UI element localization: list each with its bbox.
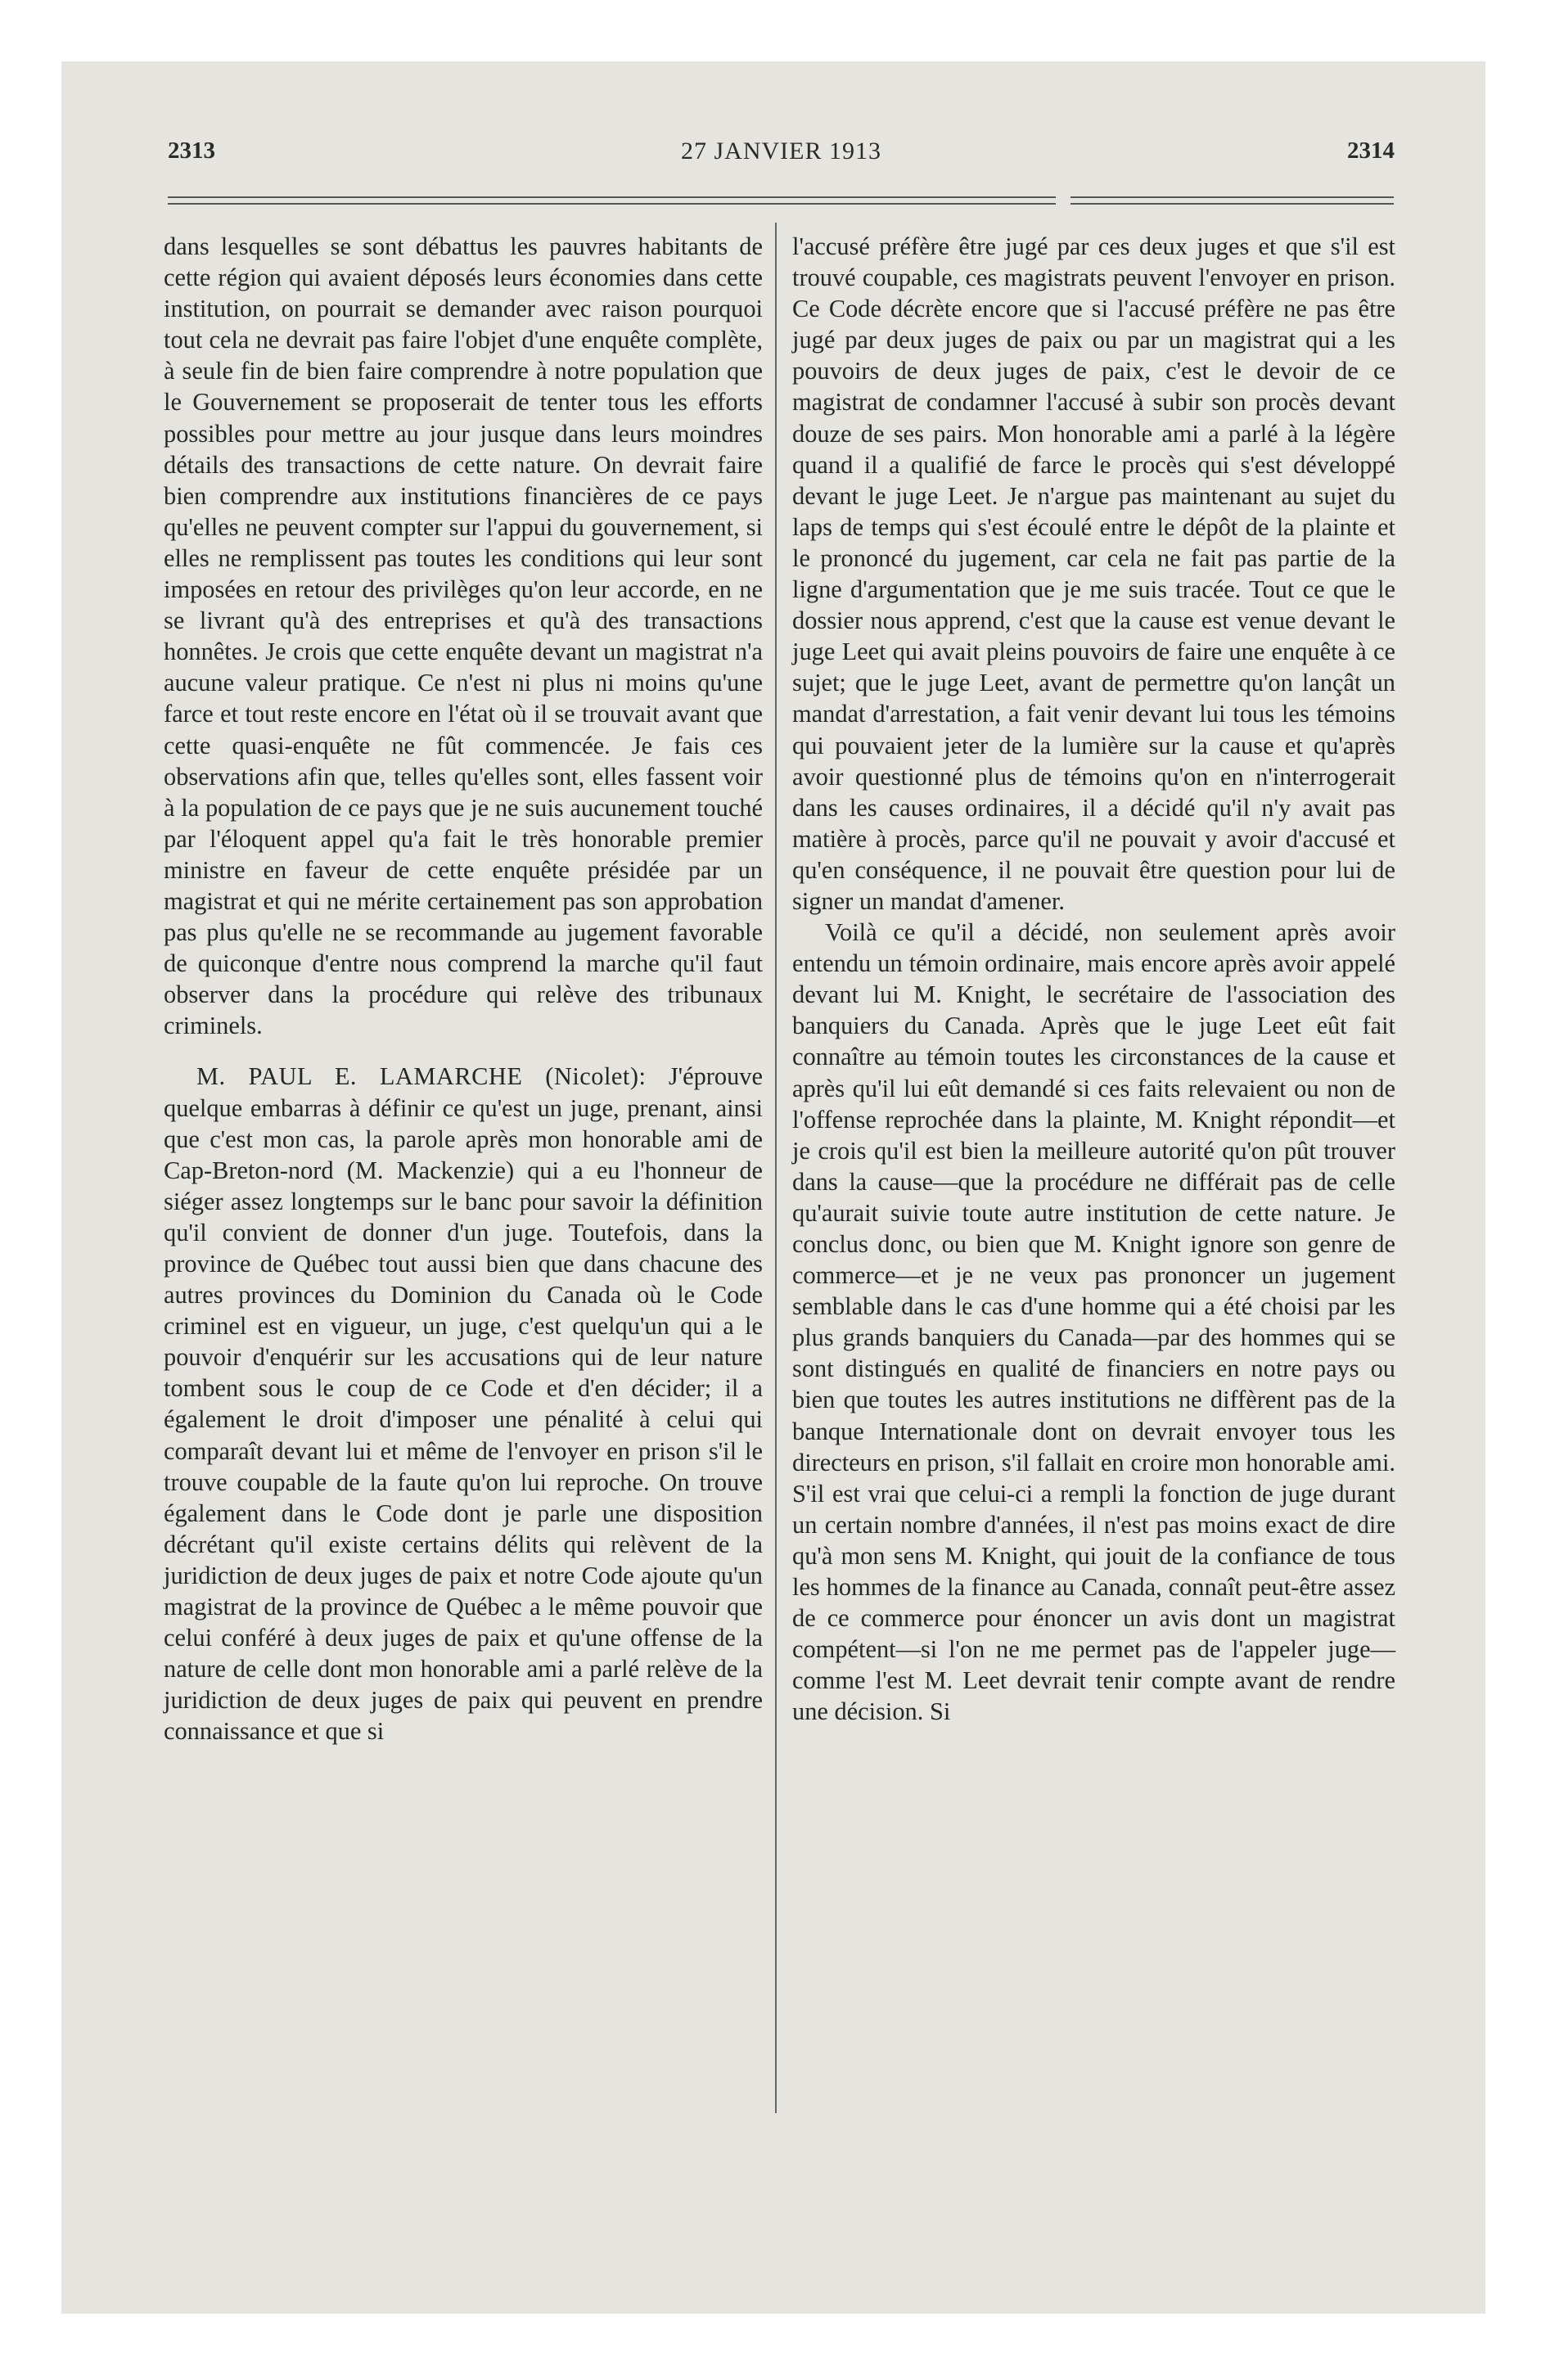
left-paragraph-1: dans lesquelles se sont débattus les pauvres habitants de cette région qui avaient déposés leurs économies dans cette institution, on pourrait se demander avec raison pourquoi tout cela ne devrait pas faire l'objet d'une enquête complète, à seule fin de bien faire comprendre à notre population que le Gouvernement se proposerait de tenter tous les efforts possibles pour mettre au jour jusque dans leurs moindres détails des transactions de cette nature. On devrait faire bien comprendre aux institutions financières de ce pays qu'elles ne peuvent compter sur l'appui du gouvernement, si elles ne remplissent pas toutes les conditions qui leur sont imposées en retour des privilèges qu'on leur accorde, en ne se livrant qu'à des entreprises et qu'à des transactions honnêtes. Je crois que cette enquête devant un magistrat n'a aucune valeur pratique. Ce n'est ni plus ni moins qu'une farce et tout reste encore en l'état où il se trouvait avant que cette quasi-enquête ne fût commencée. Je fais ces observations afin que, telles qu'elles sont, elles fassent voir à la population de ce pays que je ne suis aucunement touché par l'éloquent appel qu'a fait le très honorable premier ministre en faveur de cette enquête présidée par un magistrat et qui ne mérite certainement pas son approbation pas plus qu'elle ne se recommande au jugement favorable de quiconque d'entre nous comprend la marche qu'il faut observer dans la procédure qui relève des tribunaux criminels. [164,232,763,1040]
page-header [168,137,1395,170]
page-number-left: 2313 [168,137,215,164]
left-column [164,231,763,1747]
column-divider [775,223,777,2113]
left-paragraph-2 [164,1061,763,1747]
page-number-right: 2314 [1347,137,1395,164]
header-rule-left [168,196,1056,205]
header-rule-right [1070,196,1394,205]
right-paragraph-2: Voilà ce qu'il a décidé, non seulement après avoir entendu un témoin ordinaire, mais encore après avoir appelé devant lui M. Knight, le secrétaire de l'association des banquiers du Canada. Après que le juge Leet eût fait connaître au témoin toutes les circonstances de la cause et après qu'il lui eût demandé si ces faits relevaient ou non de l'offense reprochée dans la plainte, M. Knight répondit—et je crois qu'il est bien la meilleure autorité qu'on pût trouver dans la cause—que la procédure ne différait pas de celle qu'aurait suivie toute autre institution de cette nature. Je conclus donc, ou bien que M. Knight ignore son genre de commerce—et je ne veux pas prononcer un jugement semblable dans le cas d'une homme qui a été choisi par les plus grands banquiers du Canada—par des hommes qui se sont distingués en qualité de financiers en notre pays ou bien que toutes les autres institutions ne diffèrent pas de la banque Internationale dont on devrait envoyer tous les directeurs en prison, s'il fallait en croire mon honorable ami. S'il est vrai que celui-ci a rempli la fonction de juge durant un certain nombre d'années, il n'est pas moins exact de dire qu'à mon sens M. Knight, qui jouit de la confiance de tous les hommes de la finance au Canada, connaît peut-être assez de ce commerce pour énoncer un avis dont un magistrat compétent—si l'on ne me permet pas de l'appeler juge—comme l'est M. Leet devrait tenir compte avant de rendre une décision. Si [792,918,1395,1726]
right-paragraph-1: l'accusé préfère être jugé par ces deux juges et que s'il est trouvé coupable, ces magistrats peuvent l'envoyer en prison. Ce Code décrète encore que si l'accusé préfère ne pas être jugé par deux juges de paix ou par un magistrat qui a les pouvoirs de deux juges de paix, c'est le devoir de ce magistrat de condamner l'accusé à subir son procès devant douze de ses pairs. Mon honorable ami a parlé à la légère quand il a qualifié de farce le procès qui s'est développé devant le juge Leet. Je n'argue pas maintenant au sujet du laps de temps qui s'est écoulé entre le dépôt de la plainte et le prononcé du jugement, car cela ne fait pas partie de la ligne d'argumentation que je me suis tracée. Tout ce que le dossier nous apprend, c'est que la cause est venue devant le juge Leet qui avait pleins pouvoirs de faire une enquête à ce sujet; que le juge Leet, avant de permettre qu'on lançât un mandat d'arrestation, a fait venir devant lui tous les témoins qui pouvaient jeter de la lumière sur la cause et qu'après avoir questionné plus de témoins qu'on en n'interrogerait dans les causes ordinaires, il a décidé qu'il n'y avait pas matière à procès, parce qu'il ne pouvait y avoir d'accusé et qu'en conséquence, il ne pouvait être question pour lui de signer un mandat d'amener. [792,232,1395,915]
page-date: 27 JANVIER 1913 [681,137,881,165]
speaker-name: M. PAUL E. LAMARCHE (Nicolet): [196,1062,647,1091]
right-column [792,231,1395,1728]
speech-text: J'éprouve quelque embarras à définir ce qu'est un juge, prenant, ainsi que c'est mon cas, la parole après mon honorable ami de Cap-Breton-nord (M. Mackenzie) qui a eu l'honneur de siéger assez longtemps sur le banc pour savoir la définition qu'il convient de donner d'un juge. Toutefois, dans la province de Québec tout aussi bien que dans chacune des autres provinces du Dominion du Canada où le Code criminel est en vigueur, un juge, c'est quelqu'un qui a le pouvoir d'enquérir sur les accusations qui de leur nature tombent sous le coup de ce Code et d'en décider; il a également le droit d'imposer une pénalité à celui qui comparaît devant lui et même de l'envoyer en prison s'il le trouve coupable de la faute qu'on lui reproche. On trouve également dans le Code dont je parle une disposition décrétant qu'il existe certains délits qui relèvent de la juridiction de deux juges de paix et notre Code ajoute qu'un magistrat de la province de Québec a le même pouvoir que celui conféré à deux juges de paix et qu'une offense de la nature de celle dont mon honorable ami a parlé relève de la juridiction de deux juges de paix qui peuvent en prendre connaissance et que si [164,1062,763,1746]
